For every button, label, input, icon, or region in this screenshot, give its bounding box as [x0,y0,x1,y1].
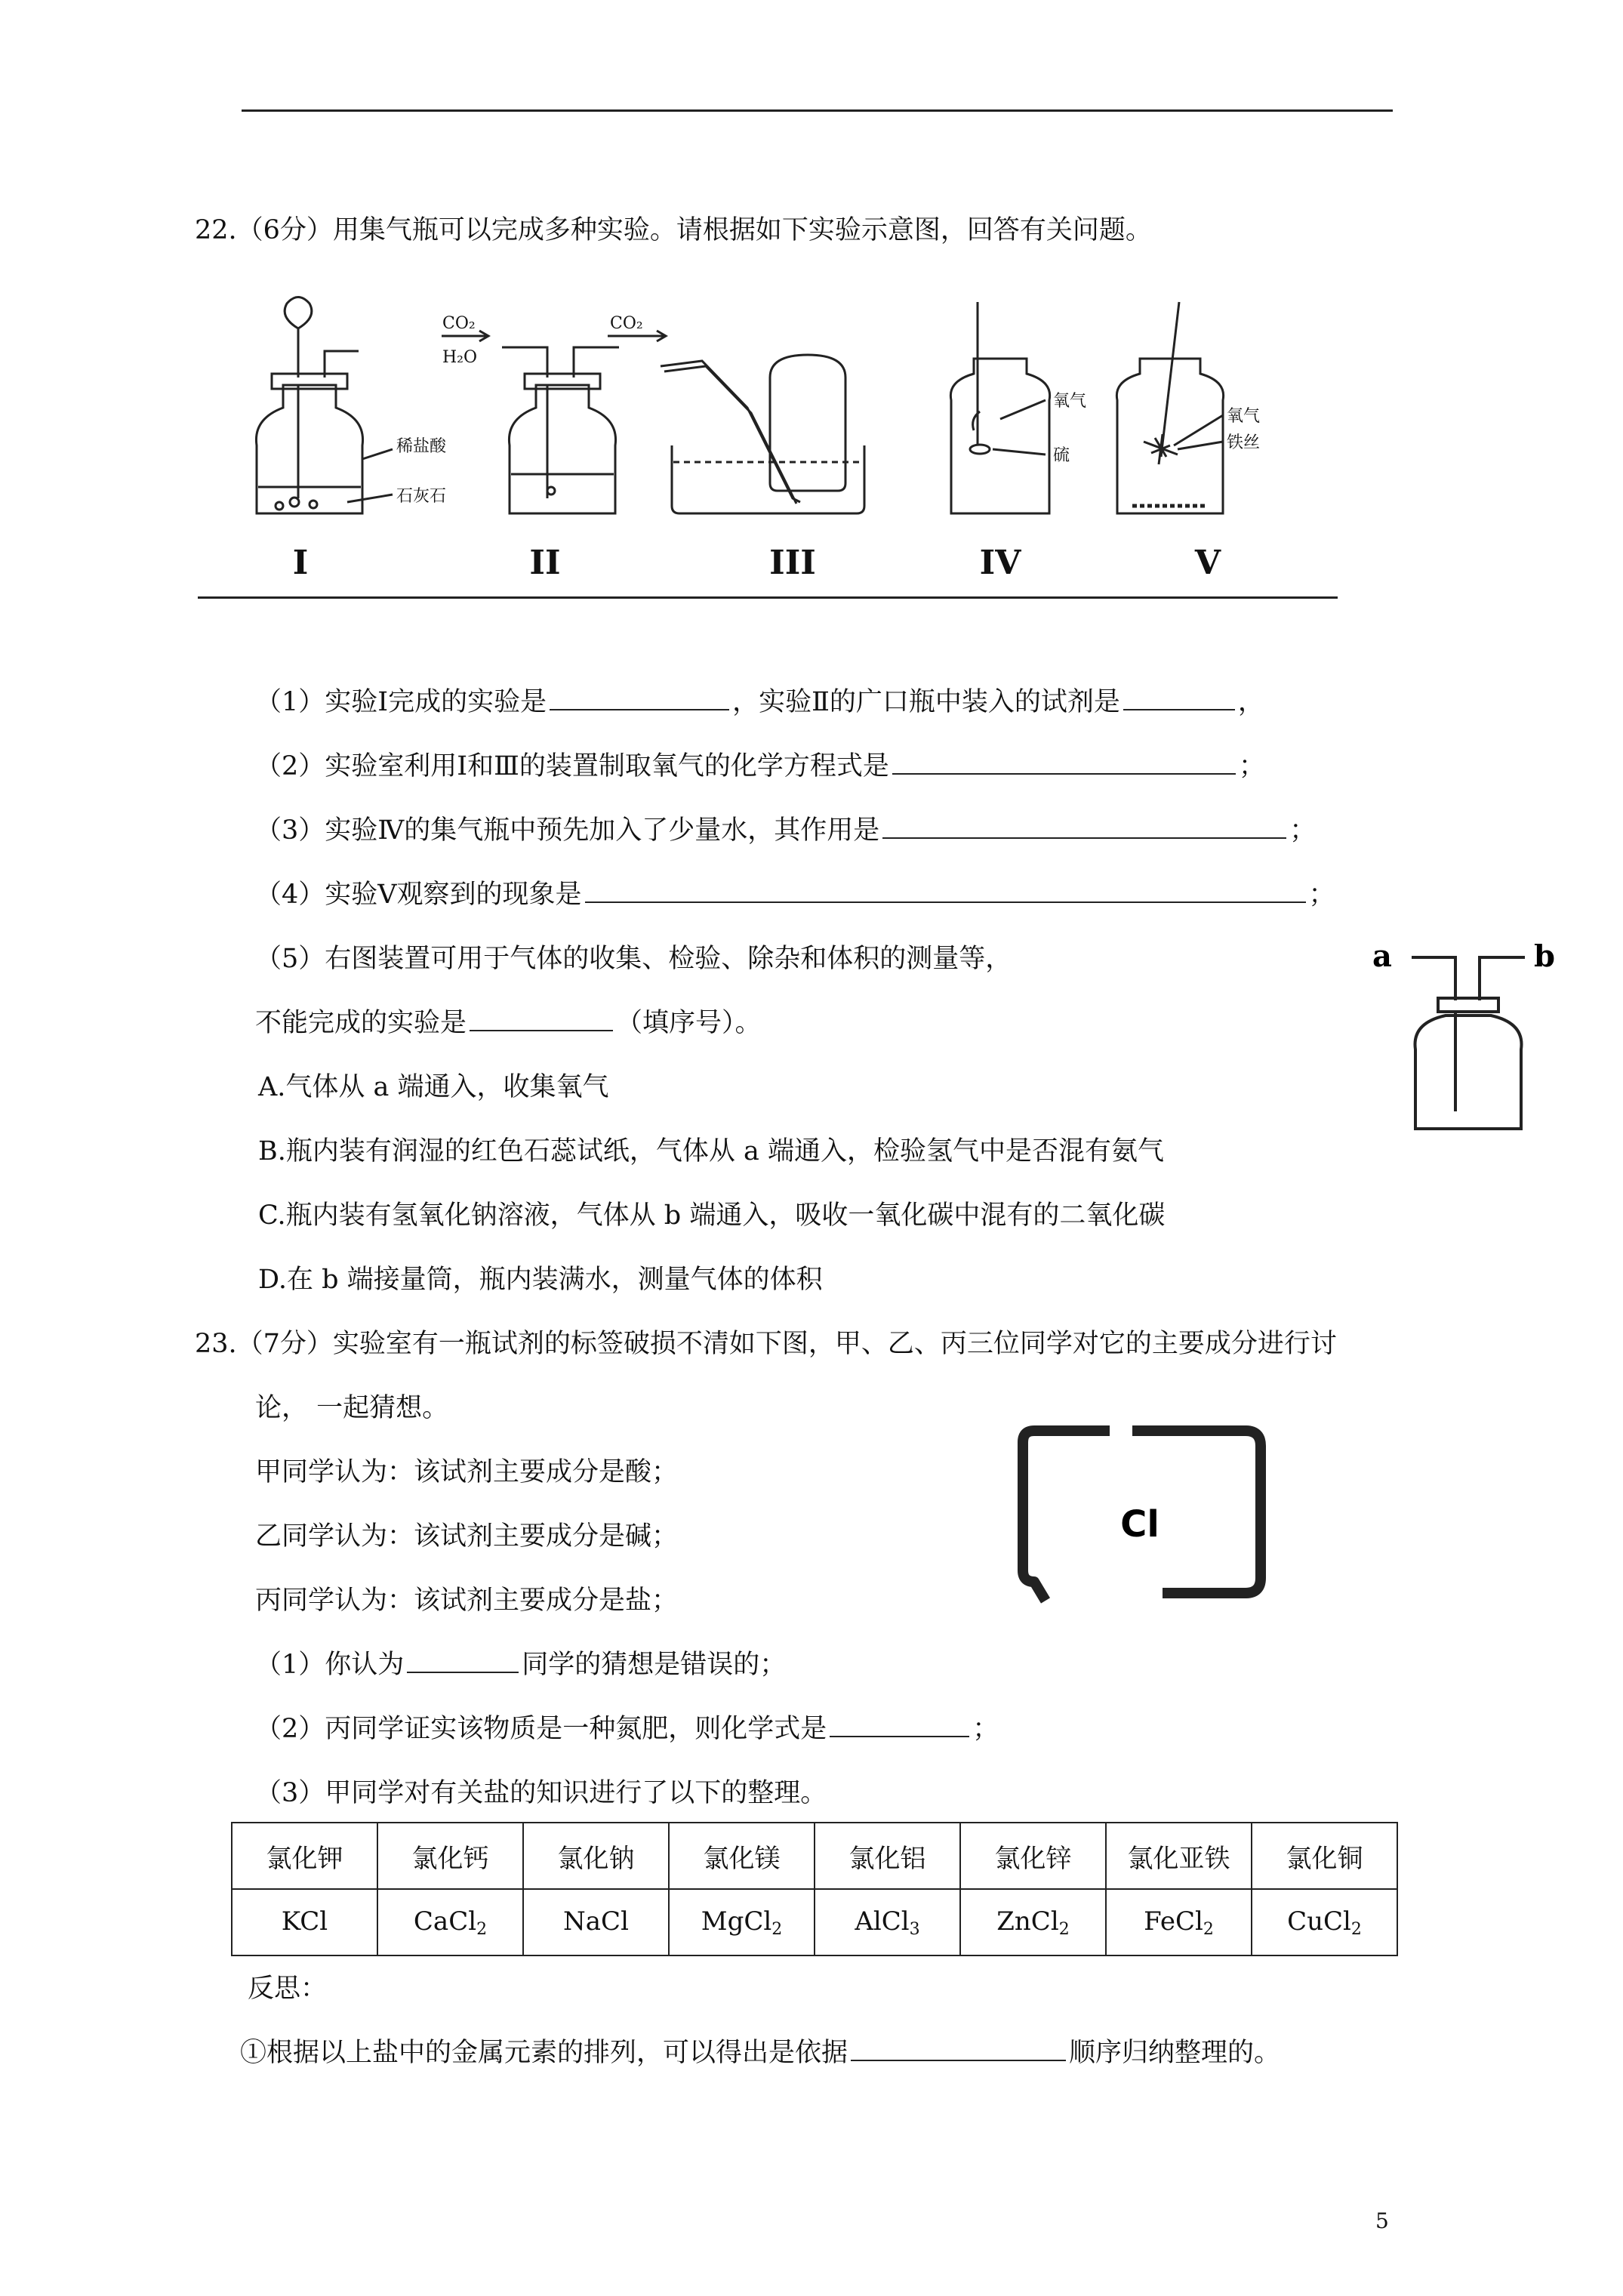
figure-rule [198,596,1338,599]
table-cell: 氯化锌 [960,1823,1106,1889]
q22-option-d: D.在 b 端接量筒，瓶内装满水，测量气体的体积 [258,1265,823,1295]
table-cell: 氯化钾 [232,1823,377,1889]
table-cell: 氯化亚铁 [1106,1823,1252,1889]
table-cell: FeCl$_2$ [1106,1889,1252,1955]
q23-intro-b: 论， 一起猜想。 [255,1393,449,1423]
gas-bottle-figure [1359,944,1585,1140]
label-acid: 稀盐酸 [396,437,447,456]
q22-q5a: （5）右图装置可用于气体的收集、检验、除杂和体积的测量等， [255,944,1012,974]
apparatus-2 [502,347,619,513]
q23-q3: （3）甲同学对有关盐的知识进行了以下的整理。 [255,1778,827,1808]
table-cell: 氯化钠 [523,1823,669,1889]
answer-blank[interactable] [407,1649,519,1673]
q23-q1: （1）你认为 同学的猜想是错误的； [255,1650,787,1680]
table-cell: 氯化钙 [377,1823,523,1889]
numeral-1: I [292,544,309,582]
bottle-label-a: a [1372,944,1392,974]
label-sulfur: 硫 [1053,446,1070,465]
answer-blank[interactable] [470,1007,613,1031]
table-cell: 氯化镁 [669,1823,815,1889]
table-cell: MgCl$_2$ [669,1889,815,1955]
answer-blank[interactable] [851,2037,1066,2061]
q22-option-b: B.瓶内装有润湿的红色石蕊试纸，气体从 a 端通入，检验氢气中是否混有氨气 [258,1136,1164,1166]
table-row [232,1823,1397,1889]
experiment-figure [219,287,1329,604]
q22-q3: （3）实验Ⅳ的集气瓶中预先加入了少量水，其作用是 ； [255,815,1317,846]
answer-blank[interactable] [1123,686,1235,710]
label-co2-b: CO₂ [610,314,643,333]
q23-jia: 甲同学认为：该试剂主要成分是酸； [255,1457,679,1487]
q23-reflect: 反思： [248,1974,328,2004]
apparatus-3 [661,355,864,513]
apparatus-4 [950,302,1049,513]
bottle-label-b: b [1534,944,1555,974]
q22-option-c: C.瓶内装有氢氧化钠溶液，气体从 b 端通入，吸收一氧化碳中混有的二氧化碳 [258,1200,1166,1231]
label-chlorine: Cl [1120,1503,1160,1546]
numeral-4: IV [979,544,1021,582]
answer-blank[interactable] [585,879,1306,903]
label-limestone: 石灰石 [396,487,447,506]
label-oxygen-iv: 氧气 [1053,392,1087,411]
q22-intro: 22.（6分）用集气瓶可以完成多种实验。请根据如下实验示意图，回答有关问题。 [195,215,1152,245]
apparatus-5 [1116,302,1223,513]
header-rule [242,109,1393,112]
table-cell: ZnCl$_2$ [960,1889,1106,1955]
label-oxygen-v: 氧气 [1227,407,1261,426]
q23-r1: ①根据以上盐中的金属元素的排列，可以得出是依据 顺序归纳整理的。 [240,2038,1281,2068]
apparatus-1 [256,297,393,514]
table-cell: AlCl$_3$ [815,1889,960,1955]
numeral-3: III [769,544,816,582]
table-cell: 氯化铝 [815,1823,960,1889]
label-iron-wire: 铁丝 [1227,433,1261,452]
label-h2o: H₂O [442,348,478,367]
q23-bing: 丙同学认为：该试剂主要成分是盐； [255,1586,679,1616]
numeral-5: V [1194,544,1221,582]
q23-yi: 乙同学认为：该试剂主要成分是碱； [255,1521,679,1552]
table-cell: NaCl [523,1889,669,1955]
torn-label-figure [1012,1419,1276,1608]
numeral-2: II [529,544,561,582]
q22-q5b: 不能完成的实验是 （填序号）。 [255,1008,762,1038]
answer-blank[interactable] [892,750,1236,775]
table-cell: 氯化铜 [1252,1823,1397,1889]
table-cell: CuCl$_2$ [1252,1889,1397,1955]
answer-blank[interactable] [882,815,1286,839]
page-number: 5 [1375,2208,1389,2233]
q22-option-a: A.气体从 a 端通入，收集氧气 [258,1072,609,1102]
table-row [232,1889,1397,1955]
salt-table [231,1822,1398,1956]
q22-q1: （1）实验Ⅰ完成的实验是 ，实验Ⅱ的广口瓶中装入的试剂是 ， [255,687,1264,717]
label-co2-a: CO₂ [442,314,476,333]
q22-q2: （2）实验室利用Ⅰ和Ⅲ的装置制取氧气的化学方程式是 ； [255,751,1265,781]
q23-q2: （2）丙同学证实该物质是一种氮肥，则化学式是 ； [255,1714,999,1744]
q23-intro-a: 23.（7分）实验室有一瓶试剂的标签破损不清如下图，甲、乙、丙三位同学对它的主要成分进行讨 [195,1329,1337,1359]
table-cell: KCl [232,1889,377,1955]
table-cell: CaCl$_2$ [377,1889,523,1955]
q22-q4: （4）实验Ⅴ观察到的现象是 ； [255,880,1335,910]
answer-blank[interactable] [830,1713,969,1737]
answer-blank[interactable] [550,686,729,710]
